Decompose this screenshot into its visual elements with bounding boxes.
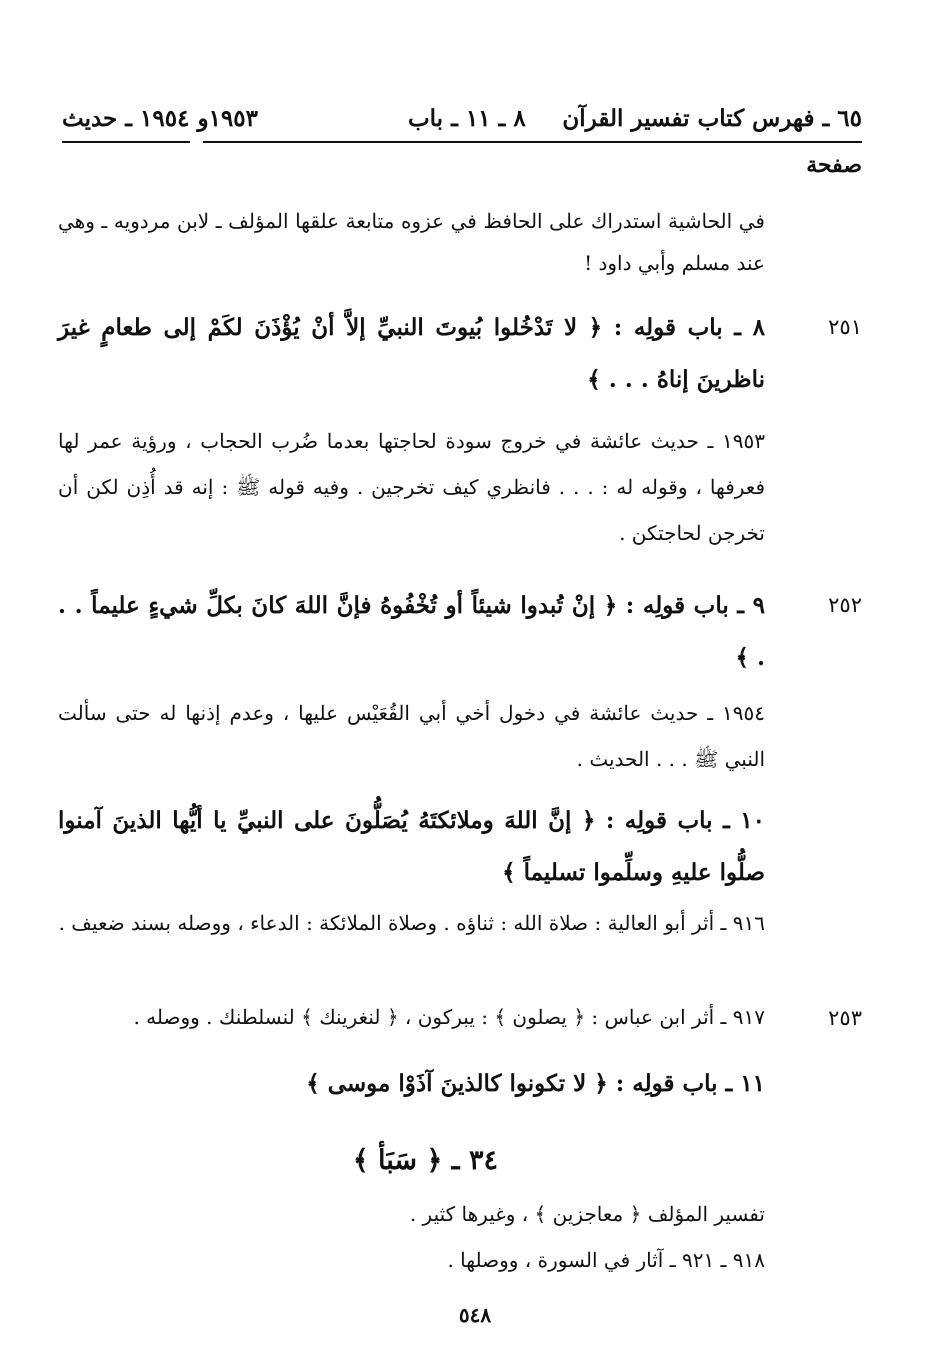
page-ref-252: ٢٥٢ bbox=[828, 593, 862, 617]
page-ref-251: ٢٥١ bbox=[828, 315, 862, 339]
athar-917: ٩١٧ ـ أثر ابن عباس : ﴿ يصلون ﴾ : يبركون ، ﴿ لنغرينك ﴾ لنسلطنك . ووصله . bbox=[133, 1005, 765, 1029]
running-header-chapters: ٨ ـ ١١ ـ باب bbox=[408, 105, 526, 132]
running-header-title: ٦٥ ـ فهرس كتاب تفسير القرآن bbox=[562, 105, 862, 132]
page-number: ٥٤٨ bbox=[458, 1303, 492, 1327]
header-rule-short bbox=[62, 141, 190, 143]
chapter-11-heading: ١١ ـ باب قولِه : ﴿ لا تكونوا كالذينَ آذَوْا موسى ﴾ bbox=[306, 1070, 765, 1097]
footnote-remark: في الحاشية استدراك على الحافظ في عزوه متابعة علقها المؤلف ـ لابن مردويه ـ وهي عند مسلم وأبي داود ! bbox=[58, 209, 765, 275]
chapter-9-heading: ٩ ـ باب قولِه : ﴿ إنْ تُبدوا شيئاً أو تُخْفُوهُ فإنَّ اللهَ كانَ بكلِّ شيءٍ عليماً . . . ﴾ bbox=[58, 592, 765, 671]
hadith-1954: ١٩٥٤ ـ حديث عائشة في دخول أخي أبي القُعَيْس عليها ، وعدم إذنها له حتى سألت النبي ﷺ . . . الحديث . bbox=[58, 701, 765, 771]
athar-918-921: ٩١٨ ـ ٩٢١ ـ آثار في السورة ، ووصلها . bbox=[447, 1248, 765, 1272]
page-ref-253: ٢٥٣ bbox=[828, 1006, 862, 1030]
author-tafsir-note: تفسير المؤلف ﴿ معاجزين ﴾ ، وغيرها كثير . bbox=[409, 1202, 765, 1226]
hadith-1953: ١٩٥٣ ـ حديث عائشة في خروج سودة لحاجتها بعدما ضُرب الحجاب ، ورؤية عمر لها فعرفها ، وقوله له : . . . فانظري كيف تخرجين . وفيه قوله ﷺ : إنه قد أُذِن لكن أن تخرجن لحاجتكن . bbox=[58, 429, 765, 545]
chapter-8-heading: ٨ ـ باب قولِه : ﴿ لا تَدْخُلوا بُيوتَ النبيِّ إلاَّ أنْ يُؤْذَنَ لكَمْ إلى طعامٍ غيرَ ناظرينَ إناهُ . . . ﴾ bbox=[58, 314, 765, 393]
running-header-hadith-range: ١٩٥٣و ١٩٥٤ ـ حديث bbox=[62, 105, 258, 132]
page-column-label: صفحة bbox=[806, 152, 862, 178]
chapter-10-heading: ١٠ ـ باب قولِه : ﴿ إنَّ اللهَ وملائكتَهُ يُصَلُّونَ على النبيِّ يا أيُّها الذينَ آمنوا صلُّوا عليهِ وسلِّموا تسليماً ﴾ bbox=[58, 807, 765, 886]
athar-916: ٩١٦ ـ أثر أبو العالية : صلاة الله : ثناؤه . وصلاة الملائكة : الدعاء ، ووصله بسند ضعيف . bbox=[58, 911, 765, 935]
surah-heading: ٣٤ ـ ﴿ سَبَأ ﴾ bbox=[352, 1145, 498, 1176]
header-rule-long bbox=[203, 141, 862, 143]
